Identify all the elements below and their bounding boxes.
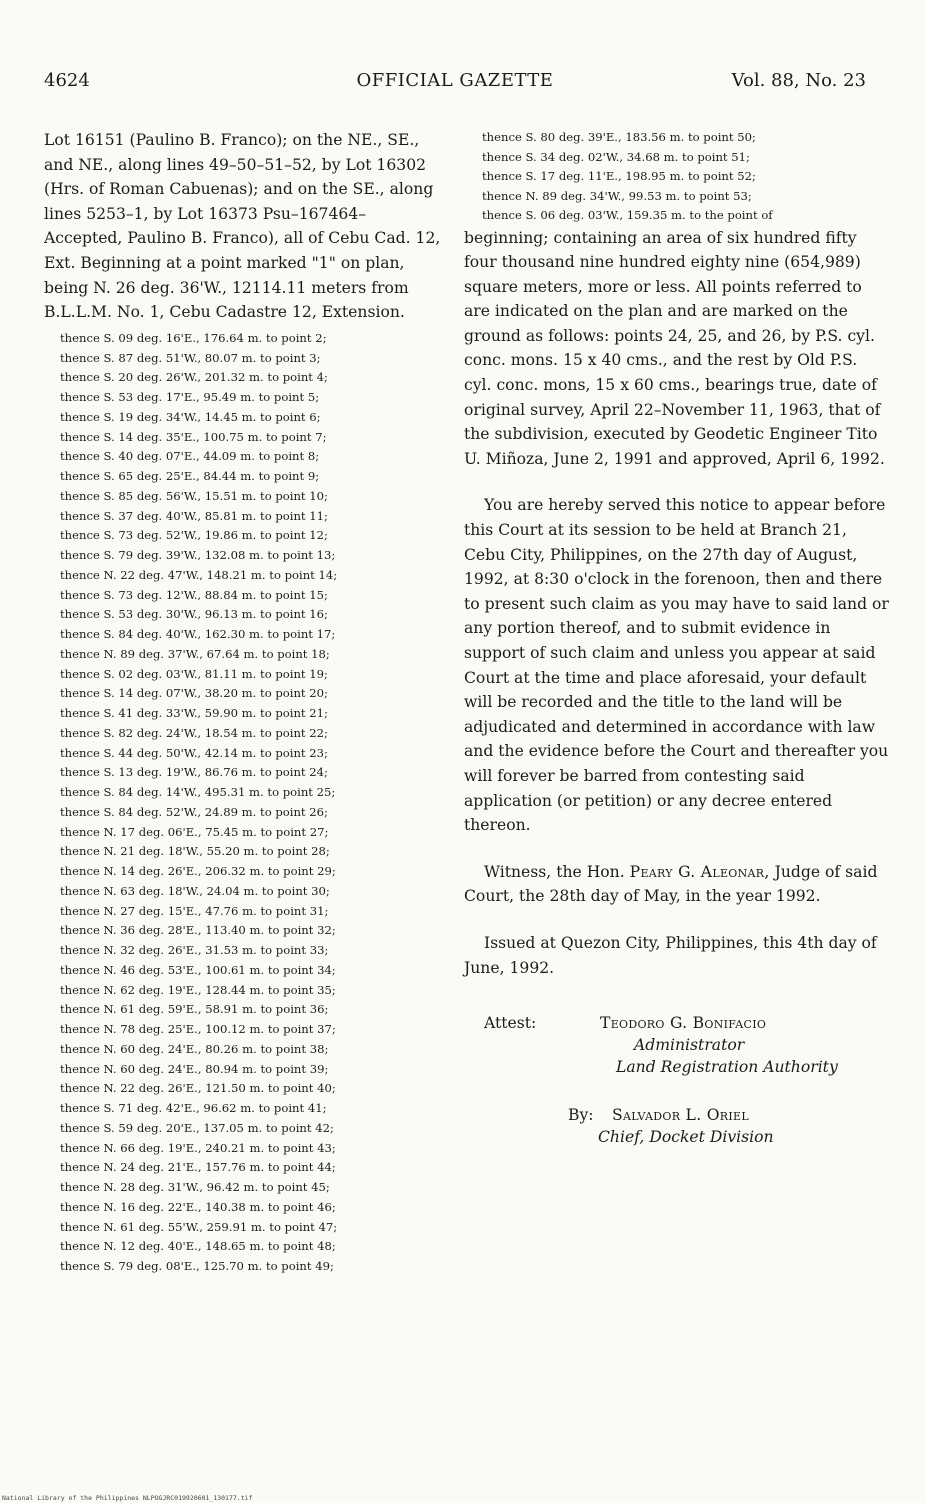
bearing-line: thence N. 46 deg. 53'E., 100.61 m. to point 34; (60, 962, 336, 977)
bearing-line: thence S. 79 deg. 39'W., 132.08 m. to point 13; (60, 548, 336, 562)
volume-number: Vol. 88, No. 23 (731, 70, 866, 91)
issued-paragraph: Issued at Quezon City, Philippines, this 4th day of June, 1992. (464, 933, 877, 977)
agency-name: Land Registration Authority (616, 1058, 838, 1077)
right-column (464, 128, 889, 1150)
bearing-line: thence N. 89 deg. 37'W., 67.64 m. to point 18; (60, 646, 330, 661)
page-header (44, 70, 866, 100)
bearing-line: thence S. 17 deg. 11'E., 198.95 m. to point 52; (482, 169, 756, 183)
bearing-line: thence S. 41 deg. 33'W., 59.90 m. to point 21; (60, 706, 328, 720)
bearing-line: thence S. 71 deg. 42'E., 96.62 m. to point 41; (60, 1101, 327, 1115)
bearing-line: thence N. 27 deg. 15'E., 47.76 m. to point 31; (60, 903, 329, 918)
bearing-line: thence N. 60 deg. 24'E., 80.94 m. to point 39; (60, 1061, 329, 1076)
bearing-line: thence N. 14 deg. 26'E., 206.32 m. to point 29; (60, 864, 336, 878)
technical-description-intro: Lot 16151 (Paulino B. Franco); on the NE., SE., and NE., along lines 49–50–51–52, by Lot 16302 (Hrs. of Roman Cabuenas); and on the SE., along lines 5253–1, by Lot 16373 Psu–167464–Accepted, Paulino B. Franco), all of Cebu Cad. 12, Ext. Beginning at a point marked "1" on plan, being N. 26 deg. 36'W., 12114.11 meters from B.L.L.M. No. 1, Cebu Cadastre 12, Extension. (44, 131, 441, 322)
bearing-line: thence S. 79 deg. 08'E., 125.70 m. to point 49; (60, 1259, 334, 1273)
bearing-line: thence N. 60 deg. 24'E., 80.26 m. to point 38; (60, 1041, 329, 1056)
bearing-line: thence S. 82 deg. 24'W., 18.54 m. to point 22; (60, 725, 328, 740)
bearing-line: thence N. 36 deg. 28'E., 113.40 m. to point 32; (60, 923, 336, 938)
bearing-line: thence S. 34 deg. 02'W., 34.68 m. to point 51; (482, 149, 750, 164)
bearing-line: thence S. 84 deg. 40'W., 162.30 m. to point 17; (60, 627, 336, 641)
docket-chief-title: Chief, Docket Division (598, 1128, 774, 1147)
docket-chief-name: Salvador L. Oriel (612, 1106, 749, 1125)
bearing-line: thence S. 53 deg. 17'E., 95.49 m. to point 5; (60, 390, 320, 404)
bearing-line: thence S. 02 deg. 03'W., 81.11 m. to point 19; (60, 666, 328, 681)
bearing-line: thence N. 63 deg. 18'W., 24.04 m. to point 30; (60, 883, 330, 898)
bearing-line: thence S. 80 deg. 39'E., 183.56 m. to point 50; (482, 130, 756, 144)
bearing-list-right (464, 128, 889, 226)
witness-prefix: Witness, the Hon. (484, 862, 625, 881)
bearing-line: thence N. 21 deg. 18'W., 55.20 m. to point 28; (60, 844, 330, 859)
bearing-line: thence S. 85 deg. 56'W., 15.51 m. to point 10; (60, 488, 328, 503)
bearing-line: thence N. 22 deg. 26'E., 121.50 m. to point 40; (60, 1081, 336, 1096)
bearing-line: thence N. 16 deg. 22'E., 140.38 m. to point 46; (60, 1199, 336, 1214)
bearing-line: thence S. 19 deg. 34'W., 14.45 m. to point 6; (60, 409, 321, 424)
bearing-line: thence N. 89 deg. 34'W., 99.53 m. to point 53; (482, 188, 752, 203)
bearing-line: thence N. 78 deg. 25'E., 100.12 m. to point 37; (60, 1022, 336, 1036)
bearing-line: thence N. 22 deg. 47'W., 148.21 m. to point 14; (60, 567, 338, 582)
description-continuation: beginning; containing an area of six hundred fifty four thousand nine hundred eighty nine (654,989) square meters, more or less. All points referred to are indicated on the plan and are marked on the ground as follows: points 24, 25, and 26, by P.S. cyl. conc. mons. 15 x 40 cms., and the rest by Old P.S. cyl. conc. mons, 15 x 60 cms., bearings true, date of original survey, April 22–November 11, 1963, that of the subdivision, executed by Geodetic Engineer Tito U. Miñoza, June 2, 1991 and approved, April 6, 1992. (464, 228, 885, 468)
bearing-line: thence N. 62 deg. 19'E., 128.44 m. to point 35; (60, 982, 336, 997)
bearing-line: thence S. 87 deg. 51'W., 80.07 m. to point 3; (60, 350, 321, 365)
by-label: By: (568, 1106, 594, 1125)
judge-name: Peary G. Aleonar, (629, 862, 770, 881)
witness-paragraph (464, 860, 889, 909)
left-column (44, 128, 444, 1277)
bearing-line: thence N. 12 deg. 40'E., 148.65 m. to point 48; (60, 1239, 336, 1254)
witness-suffix: Judge of said Court, the 28th day of May, in the year 1992. (464, 862, 878, 906)
notice-paragraph: You are hereby served this notice to appear before this Court at its session to be held at Branch 21, Cebu City, Philippines, on the 27th day of August, 1992, at 8:30 o'clock in the forenoon, then and there to present such claim as you may have to said land or any portion thereof, and to submit evidence in support of such claim and unless you appear at said Court at the time and place aforesaid, your default will be recorded and the title to the land will be adjudicated and determined in accordance with law and the evidence before the Court and thereafter you will forever be barred from contesting said application (or petition) or any decree entered thereon. (464, 496, 889, 835)
scan-footer: National Library of the Philippines NLPOGJRC019920601_130177.tif (2, 1494, 253, 1502)
bearing-line: thence N. 66 deg. 19'E., 240.21 m. to point 43; (60, 1140, 336, 1155)
bearing-line: thence N. 61 deg. 59'E., 58.91 m. to point 36; (60, 1002, 329, 1017)
bearing-line: thence N. 32 deg. 26'E., 31.53 m. to point 33; (60, 943, 329, 957)
bearing-line: thence S. 44 deg. 50'W., 42.14 m. to point 23; (60, 745, 328, 760)
by-line (464, 1106, 889, 1128)
bearing-line: thence S. 09 deg. 16'E., 176.64 m. to point 2; (60, 330, 327, 345)
bearing-line: thence S. 84 deg. 52'W., 24.89 m. to point 26; (60, 804, 328, 819)
attest-label: Attest: (484, 1014, 537, 1033)
bearing-line: thence S. 14 deg. 35'E., 100.75 m. to point 7; (60, 429, 327, 444)
administrator-name: Teodoro G. Bonifacio (600, 1014, 767, 1033)
bearing-line: thence S. 20 deg. 26'W., 201.32 m. to point 4; (60, 370, 328, 385)
bearing-line: thence N. 28 deg. 31'W., 96.42 m. to point 45; (60, 1180, 330, 1194)
bearing-line: thence S. 59 deg. 20'E., 137.05 m. to point 42; (60, 1120, 334, 1135)
page-number: 4624 (44, 70, 90, 91)
bearing-line: thence S. 73 deg. 52'W., 19.86 m. to point 12; (60, 528, 328, 543)
bearing-line: thence S. 84 deg. 14'W., 495.31 m. to point 25; (60, 785, 336, 799)
bearing-line: thence S. 73 deg. 12'W., 88.84 m. to point 15; (60, 587, 328, 602)
attest-line (464, 1014, 889, 1036)
bearing-line: thence S. 14 deg. 07'W., 38.20 m. to point 20; (60, 686, 328, 701)
bearing-line: thence N. 17 deg. 06'E., 75.45 m. to point 27; (60, 824, 329, 839)
bearing-line: thence S. 37 deg. 40'W., 85.81 m. to point 11; (60, 508, 328, 523)
publication-title: OFFICIAL GAZETTE (356, 70, 554, 91)
bearing-line: thence S. 53 deg. 30'W., 96.13 m. to point 16; (60, 607, 328, 622)
bearing-line: thence S. 06 deg. 03'W., 159.35 m. to the point of (482, 208, 773, 222)
bearing-line: thence N. 61 deg. 55'W., 259.91 m. to point 47; (60, 1219, 338, 1234)
bearing-line: thence N. 24 deg. 21'E., 157.76 m. to point 44; (60, 1160, 336, 1175)
bearing-line: thence S. 40 deg. 07'E., 44.09 m. to point 8; (60, 449, 320, 464)
bearing-line: thence S. 13 deg. 19'W., 86.76 m. to point 24; (60, 765, 328, 780)
bearing-line: thence S. 65 deg. 25'E., 84.44 m. to point 9; (60, 469, 320, 483)
bearing-list-left (44, 329, 444, 1277)
administrator-title: Administrator (634, 1036, 745, 1055)
